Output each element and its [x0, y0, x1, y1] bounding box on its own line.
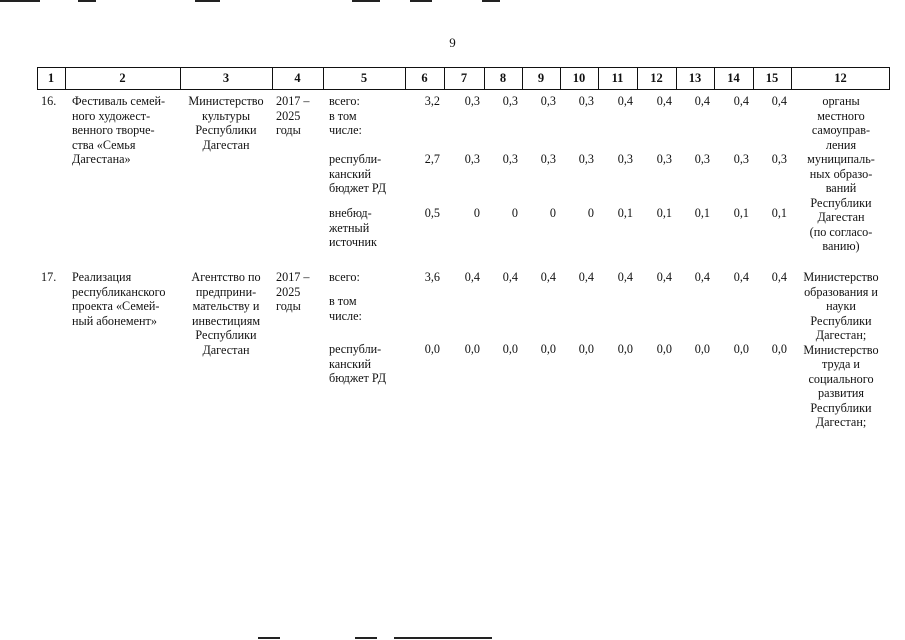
- funding-source: республи-: [329, 342, 382, 356]
- responsible: Республики: [810, 313, 872, 328]
- responsible: муниципаль-: [807, 152, 875, 166]
- funding-value: 0,3: [502, 94, 518, 108]
- funding-value: 0,4: [694, 270, 710, 284]
- event-name: проекта «Семей-: [72, 299, 160, 313]
- header-cell-3: 3: [222, 71, 230, 85]
- event-name: ства «Семья: [72, 137, 136, 152]
- event-name: Фестиваль семей-: [72, 94, 166, 108]
- funding-value: 0,3: [578, 94, 594, 108]
- funding-value: 0,5: [424, 206, 440, 220]
- header-cell-2: 2: [119, 71, 126, 85]
- funding-value: 0,1: [733, 206, 749, 220]
- funding-value: 0,4: [617, 270, 633, 284]
- executor: Агентство по: [191, 270, 261, 284]
- responsible: Дагестан;: [815, 415, 867, 429]
- scan-mark: [355, 637, 377, 639]
- funding-source: внебюд-: [329, 206, 372, 220]
- responsible: Республики: [810, 195, 872, 210]
- responsible: местного: [817, 108, 865, 123]
- responsible: ванию): [822, 239, 860, 253]
- funding-value: 0,1: [694, 206, 710, 220]
- header-cell-9: 9: [537, 71, 545, 85]
- funding-value: 0,3: [771, 152, 787, 166]
- funding-source: канский: [329, 166, 372, 181]
- funding-value: 0,4: [733, 270, 749, 284]
- funding-value: 0,4: [578, 270, 594, 284]
- event-name: Дагестана»: [72, 152, 131, 166]
- funding-value: 0,1: [617, 206, 633, 220]
- responsible: социального: [808, 371, 874, 386]
- executor: Республики: [195, 328, 257, 342]
- funding-source: всего:: [329, 270, 360, 284]
- funding-source: в том: [329, 294, 357, 308]
- header-cell-6: 6: [421, 71, 428, 85]
- responsible: ваний: [825, 181, 857, 195]
- funding-value: 0,0: [578, 342, 594, 356]
- responsible: труда и: [822, 357, 860, 371]
- scan-mark: [258, 637, 280, 639]
- responsible: Республики: [810, 400, 872, 415]
- period: 2017 –: [276, 270, 310, 284]
- funding-value: 3,2: [424, 94, 440, 108]
- executor: предприни-: [195, 284, 257, 299]
- funding-value: 0,1: [656, 206, 672, 220]
- responsible: Министерство: [803, 270, 879, 284]
- funding-value: 0,3: [464, 152, 480, 166]
- funding-value: 0,0: [733, 342, 749, 356]
- funding-value: 0,1: [771, 206, 787, 220]
- funding-value: 0,4: [502, 270, 518, 284]
- header-cell-12: 12: [650, 71, 663, 85]
- responsible: ных образо-: [809, 166, 873, 181]
- funding-value: 0,0: [656, 342, 672, 356]
- funding-source: бюджет РД: [329, 371, 387, 385]
- responsible: ления: [825, 137, 857, 152]
- period: годы: [276, 123, 301, 137]
- header-cell-7: 7: [460, 71, 468, 85]
- executor: мательству и: [192, 299, 260, 313]
- header-cell-16: 12: [834, 71, 847, 85]
- funding-value: 0,4: [540, 270, 556, 284]
- funding-value: 0,4: [656, 270, 672, 284]
- funding-value: 0,4: [617, 94, 633, 108]
- funding-source: жетный: [329, 220, 370, 235]
- event-name: ного художест-: [72, 108, 151, 123]
- page-number: 9: [449, 35, 456, 50]
- funding-source: канский: [329, 356, 372, 371]
- funding-value: 0,3: [578, 152, 594, 166]
- scan-mark: [352, 0, 380, 2]
- responsible: образования и: [804, 284, 878, 299]
- row-number: 16.: [41, 94, 57, 108]
- responsible: Дагестан: [817, 210, 865, 224]
- funding-value: 0,3: [502, 152, 518, 166]
- event-name: ный абонемент»: [72, 313, 157, 328]
- funding-value: 0,3: [617, 152, 633, 166]
- funding-value: 0: [587, 206, 594, 220]
- executor: культуры: [201, 108, 251, 123]
- funding-value: 0,0: [424, 342, 440, 356]
- period: 2017 –: [276, 94, 310, 108]
- funding-value: 0,3: [733, 152, 749, 166]
- event-name: венного творче-: [72, 123, 155, 137]
- funding-value: 0,3: [656, 152, 672, 166]
- header-cell-10: 10: [572, 71, 586, 85]
- responsible: органы: [822, 94, 860, 108]
- event-name: Реализация: [72, 270, 132, 284]
- funding-value: 0,4: [464, 270, 480, 284]
- funding-value: 0,0: [694, 342, 710, 356]
- period: 2025: [276, 284, 301, 299]
- executor: Дагестан: [202, 342, 250, 357]
- funding-value: 0,4: [656, 94, 672, 108]
- header-cell-1: 1: [47, 71, 55, 85]
- funding-value: 2,7: [424, 152, 440, 166]
- header-cell-15: 15: [765, 71, 779, 85]
- responsible: (по согласо-: [809, 224, 873, 239]
- period: 2025: [276, 108, 301, 123]
- row-number: 17.: [41, 270, 57, 284]
- funding-value: 0,3: [540, 94, 556, 108]
- header-cell-13: 13: [688, 71, 702, 85]
- responsible: Дагестан;: [815, 328, 867, 342]
- responsible: Министерство: [803, 342, 879, 357]
- funding-value: 0,4: [733, 94, 749, 108]
- header-cell-5: 5: [360, 71, 368, 85]
- funding-value: 0,0: [540, 342, 556, 356]
- funding-value: 0,4: [771, 94, 787, 108]
- funding-source: числе:: [329, 123, 362, 137]
- header-cell-4: 4: [294, 71, 301, 85]
- period: годы: [276, 299, 301, 313]
- executor: инвестициям: [191, 313, 261, 328]
- funding-value: 0,0: [464, 342, 480, 356]
- funding-value: 0,0: [502, 342, 518, 356]
- funding-value: 0: [511, 206, 518, 220]
- scan-mark: [78, 0, 96, 2]
- event-name: республиканского: [72, 284, 166, 299]
- funding-source: числе:: [329, 308, 362, 323]
- scan-mark: [482, 0, 500, 2]
- executor: Министерство: [188, 94, 264, 108]
- header-cell-11: 11: [611, 71, 624, 85]
- funding-value: 0,4: [694, 94, 710, 108]
- funding-value: 0: [473, 206, 480, 220]
- executor: Дагестан: [202, 137, 250, 152]
- scan-mark: [394, 637, 492, 639]
- funding-value: 3,6: [424, 270, 440, 284]
- responsible: науки: [826, 299, 856, 313]
- scan-mark: [0, 0, 40, 2]
- funding-value: 0,3: [540, 152, 556, 166]
- funding-value: 0,3: [464, 94, 480, 108]
- funding-source: в том: [329, 108, 357, 123]
- funding-source: источник: [329, 235, 377, 249]
- scan-mark: [410, 0, 432, 2]
- funding-value: 0,0: [771, 342, 787, 356]
- funding-value: 0: [549, 206, 556, 220]
- funding-value: 0,0: [617, 342, 633, 356]
- scan-mark: [195, 0, 220, 2]
- funding-value: 0,3: [694, 152, 710, 166]
- funding-source: республи-: [329, 152, 382, 166]
- funding-value: 0,4: [771, 270, 787, 284]
- executor: Республики: [195, 123, 257, 137]
- funding-source: всего:: [329, 94, 360, 108]
- header-cell-8: 8: [499, 71, 507, 85]
- responsible: развития: [817, 386, 865, 400]
- responsible: самоуправ-: [811, 123, 871, 137]
- funding-source: бюджет РД: [329, 181, 387, 195]
- header-cell-14: 14: [727, 71, 740, 85]
